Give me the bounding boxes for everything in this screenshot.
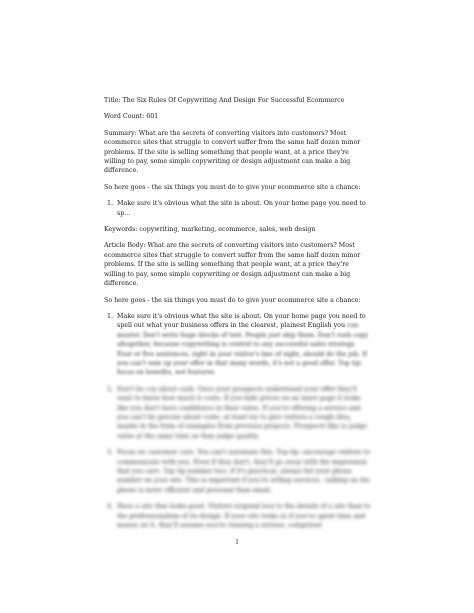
list-item bbox=[104, 502, 372, 530]
word-count-line: Word Count: 601 bbox=[104, 113, 159, 121]
list-item-number: 1. bbox=[107, 312, 114, 320]
article-body-paragraph: Article Body: What are the secrets of converting visitors into customers? Most ecommerce sites that struggle to convert suffer from the same half dozen minor problems. If the site is selling something that people want, at a price they're willing to pay, some simple copywriting or design adjustment can make a big difference. bbox=[104, 242, 361, 288]
list-item-number: 2. bbox=[107, 385, 114, 393]
list-item-text: Have a site that looks good. Visitors respond less to the details of a site than to the professionalism of its design. If your site looks as if you've spent time and money on it, they'll assume you're running a serious, competent bbox=[117, 503, 371, 530]
page-number: 1 bbox=[235, 539, 239, 546]
list-item-number: 3. bbox=[107, 449, 114, 457]
intro-line: So here goes - the six things you must do to give your ecommerce site a chance: bbox=[104, 183, 361, 191]
title-line: Title: The Six Rules Of Copywriting And Design For Successful Ecommerce bbox=[104, 97, 345, 104]
list-item-text: Make sure it's obvious what the site is about. On your home page you need to sp... bbox=[117, 200, 366, 217]
list-item-number: 1. bbox=[107, 200, 114, 208]
keywords-line: Keywords: copywriting, marketing, ecommerce, sales, web design bbox=[104, 226, 316, 234]
list-item bbox=[104, 199, 372, 218]
document-body bbox=[104, 96, 372, 537]
list-item bbox=[104, 448, 372, 495]
list-item-text: Don't be coy about cash. Once your prospects understand your offer they'll want to know how much it costs. If you hide prices on an inner page it looks like you don't have confidence in their value. If you're offering a service and you can't be precise about costs, at least try to give visitors a rough idea, maybe in the form of examples from previous projects. Prospects like to judge value at the same time as they judge quality. bbox=[117, 385, 367, 440]
summary-paragraph: Summary: What are the secrets of converting visitors into customers? Most ecommerce sites that struggle to convert suffer from the same half dozen minor problems. If the site is selling something that people want, at a price they're willing to pay, some simple copywriting or design adjustment can make a big difference. bbox=[104, 129, 361, 175]
intro-line-2: So here goes - the six things you must do to give your ecommerce site a chance: bbox=[104, 296, 361, 304]
list-item bbox=[104, 385, 372, 441]
list-item-text-continued: can muster. Don't write huge blocks of text. People just skip them. Don't rush copy altogether, because copywriting is central to any successful sales strategy. Four or five sentences, right in your visitor's line of sight, should do the job. If you can't sum up your offer in that many words, it's not a good offer. Top tip: focus on benefits, not features. bbox=[117, 322, 369, 377]
list-item-text: Make sure it's obvious what the site is about. On your home page you need to spell out what your business offers in the clearest, plainest English you bbox=[117, 312, 366, 330]
summary-list bbox=[104, 199, 372, 218]
list-item bbox=[104, 312, 372, 378]
body-list bbox=[104, 312, 372, 531]
list-item-text: Focus on customer care. You can't automate this. Top tip: encourage visitors to communicate with you. Even if they don't, they'll go away with the impression that you care. Top tip number two: if it's practical, always list your phone number on your site. This is important if you're selling services - talking on the phone is more efficient and personal than email. bbox=[117, 449, 370, 494]
list-item-number: 4. bbox=[107, 503, 114, 511]
